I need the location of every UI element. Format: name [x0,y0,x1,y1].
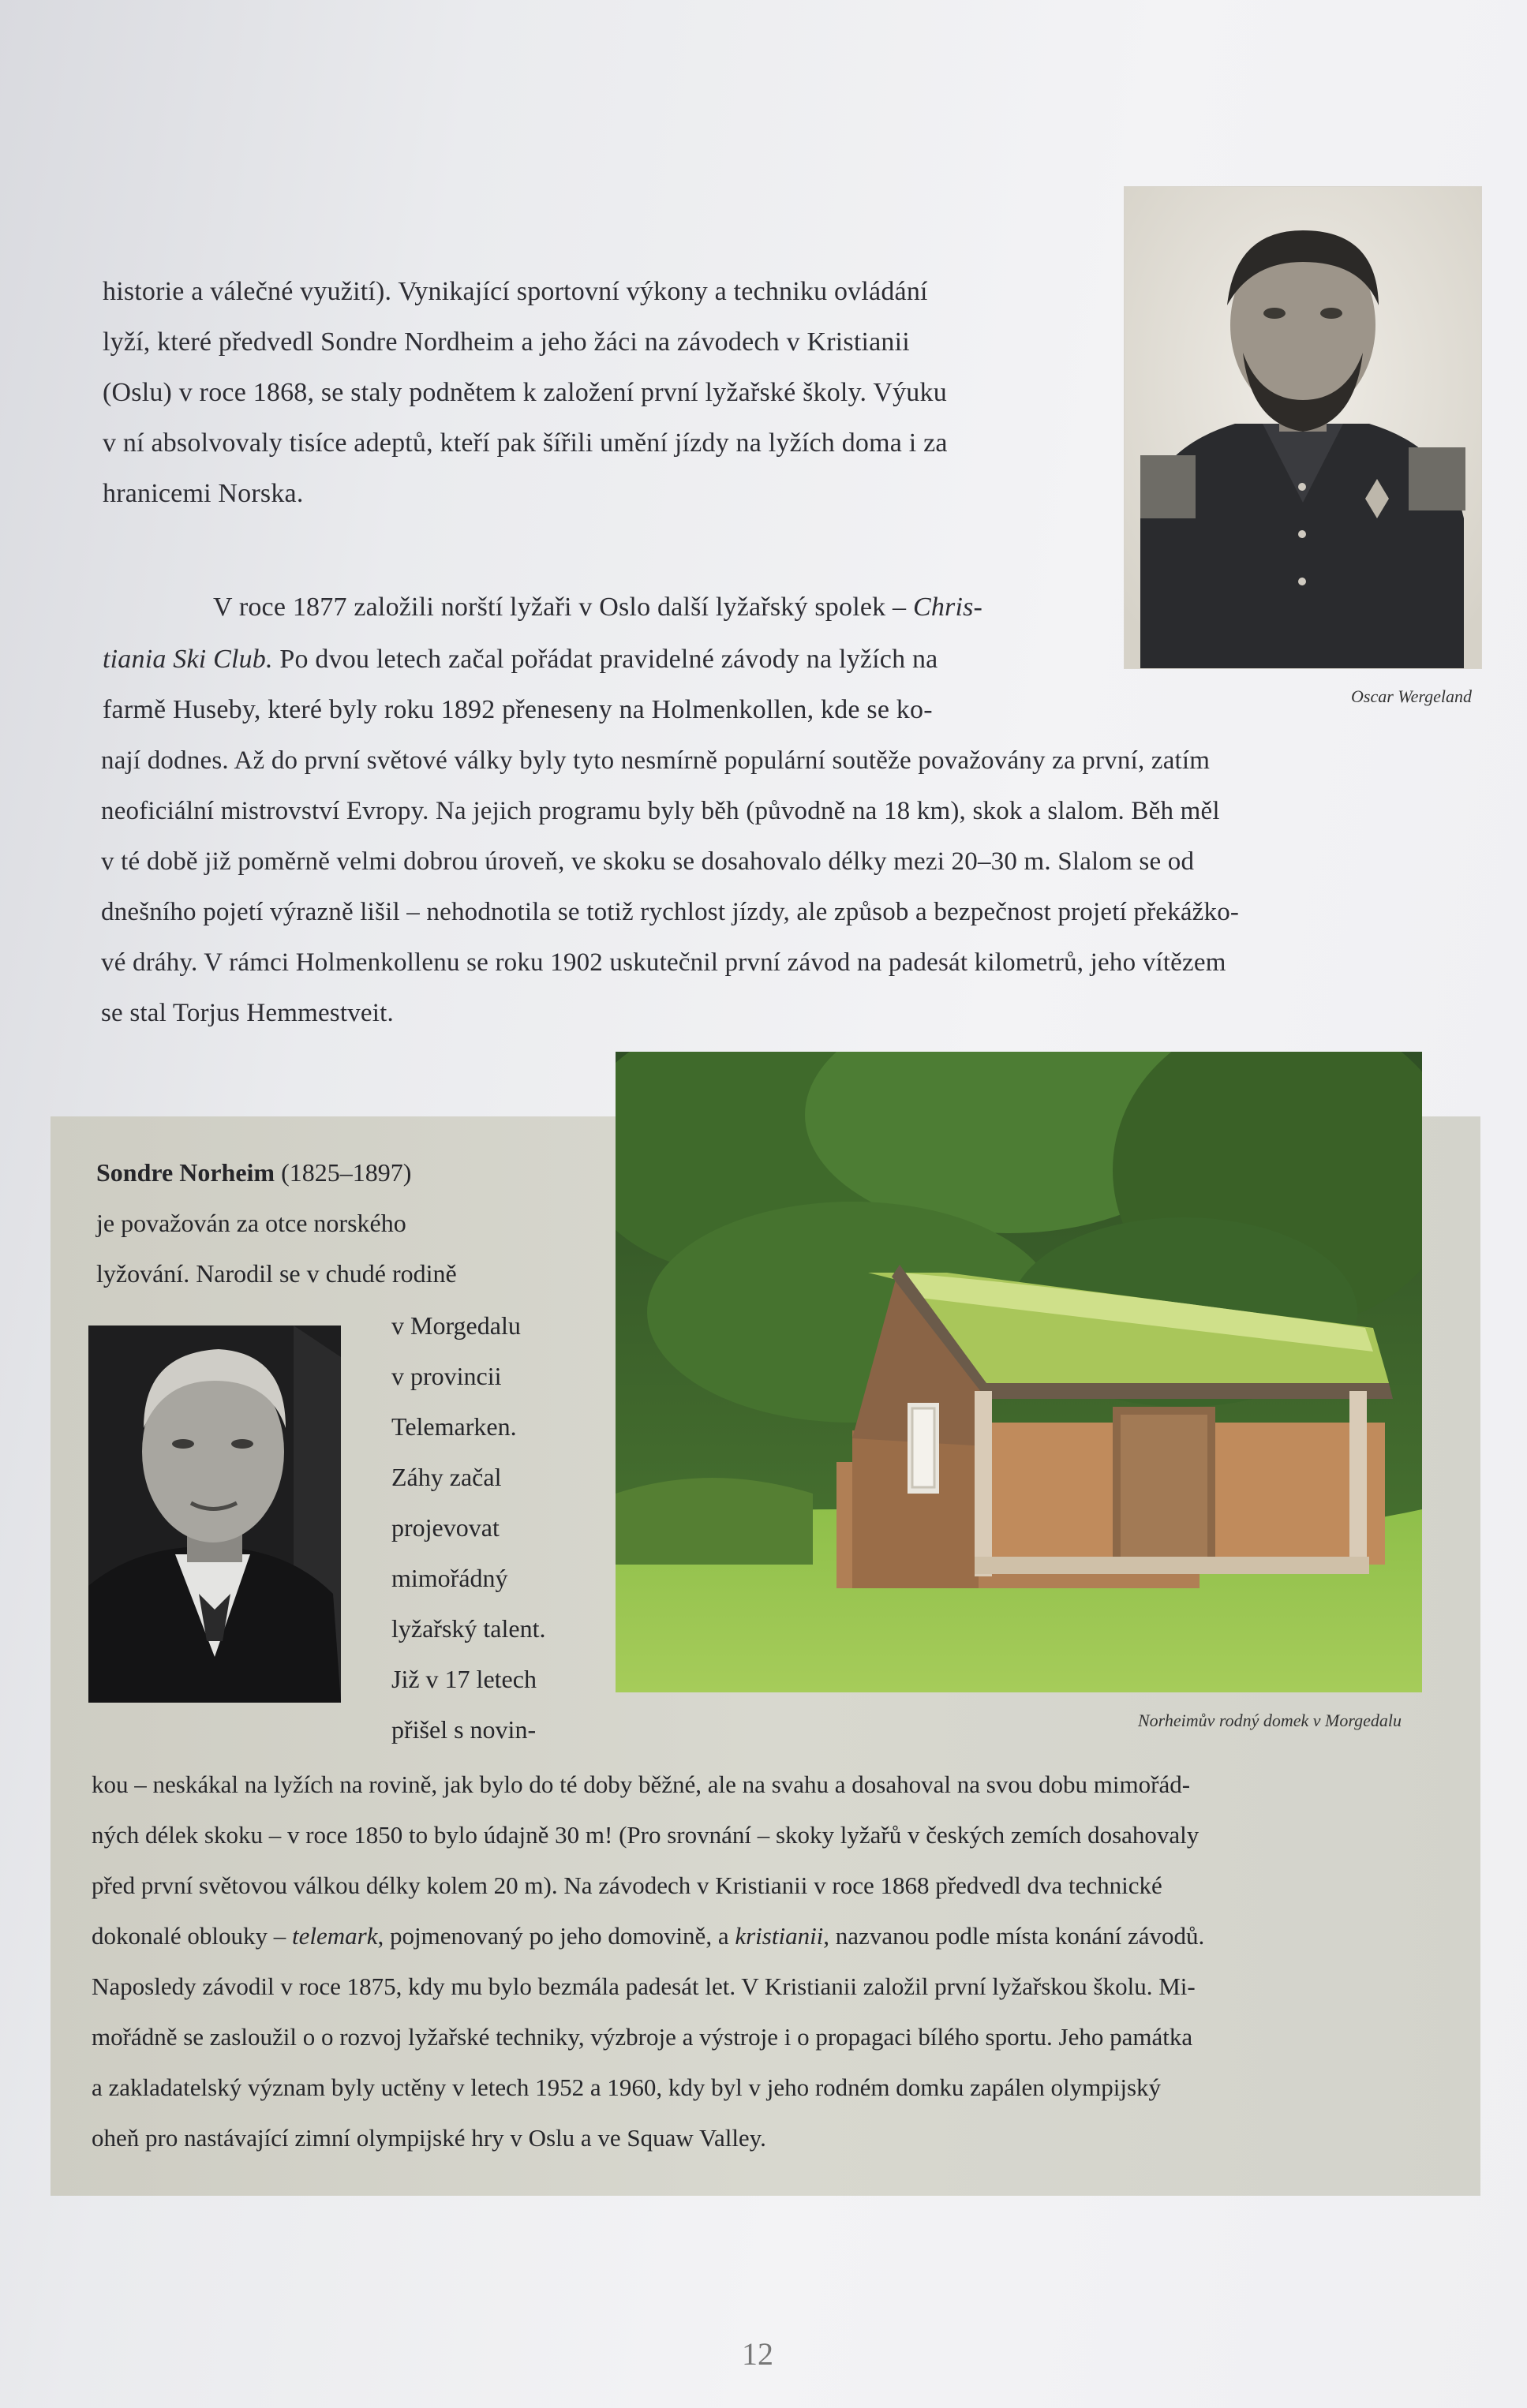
intro-paragraph [103,267,1097,519]
bio-line: lyžování. Narodil se v chudé rodině [96,1259,457,1288]
club-line: dnešního pojetí výrazně lišil – nehodnotila se totiž rychlost jízdy, ale způsob a bezpečnost projetí překážko- [101,898,1240,926]
bio-line: před první světovou válkou délky kolem 20 m). Na závodech v Kristianii v roce 1868 předvedl dva technické [92,1871,1162,1899]
club-line: farmě Huseby, které byly roku 1892 přeneseny na Holmenkollen, kde se ko- [103,695,933,724]
intro-line: v ní absolvovaly tisíce adeptů, kteří pak šířili umění jízdy na lyžích doma i za [103,428,948,458]
bio-line: dokonalé oblouky – telemark, pojmenovaný po jeho domovině, a kristianii, nazvanou podle místa konání závodů. [92,1922,1205,1950]
club-line: se stal Torjus Hemmestveit. [101,999,394,1027]
club-line: nají dodnes. Až do první světové války byly tyto nesmírně populární soutěže považovány za první, zatím [101,746,1211,775]
bio-line: v Morgedalu [391,1311,521,1340]
bio-line: oheň pro nastávající zimní olympijské hry v Oslu a ve Squaw Valley. [92,2124,766,2152]
bio-line: Záhy začal [391,1463,502,1491]
bio-line: přišel s novin- [391,1715,537,1744]
bio-line: lyžařský talent. [391,1614,546,1643]
norheim-bio-narrow [391,1300,612,1755]
bio-line: Naposledy závodil v roce 1875, kdy mu bylo bezmála padesát let. V Kristianii založil první lyžařskou školu. Mi- [92,1972,1196,2000]
bio-line: mimořádný [391,1564,508,1592]
club-line: vé dráhy. V rámci Holmenkollenu se roku 1902 uskutečnil první závod na padesát kilometrů, jeho vítězem [101,948,1226,977]
club-paragraph [213,582,1097,633]
norheim-bio-top [96,1147,609,1299]
wergeland-caption: Oscar Wergeland [1351,686,1472,706]
bio-line: mořádně se zasloužil o o rozvoj lyžařské techniky, výzbroje a výstroje i o propagaci bílého sportu. Jeho památka [92,2023,1193,2051]
intro-line: (Oslu) v roce 1868, se staly podnětem k založení první lyžařské školy. Výuku [103,378,947,407]
hut-caption: Norheimův rodný domek v Morgedalu [1138,1711,1402,1730]
club-paragraph-cont [103,634,1097,735]
intro-line: historie a válečné využití). Vynikající sportovní výkony a techniku ovládání [103,277,928,306]
bio-line: kou – neskákal na lyžích na rovině, jak bylo do té doby běžné, ale na svahu a dosahoval na svou dobu mimořád- [92,1770,1191,1798]
bio-line: v provincii [391,1362,502,1390]
club-line: v té době již poměrně velmi dobrou úroveň, ve skoku se dosahovalo délky mezi 20–30 m. Slalom se od [101,847,1195,876]
norheim-birth-house-photo [616,1052,1422,1692]
club-line: neoficiální mistrovství Evropy. Na jejich programu byly běh (původně na 18 km), skok a slalom. Běh měl [101,797,1220,825]
bio-heading: Sondre Norheim (1825–1897) [96,1158,412,1187]
club-paragraph-wide [101,735,1458,1038]
sondre-norheim-portrait [88,1326,341,1703]
bio-line: Již v 17 letech [391,1665,537,1693]
bio-line: a zakladatelský význam byly uctěny v letech 1952 a 1960, kdy byl v jeho rodném domku zapálen olympijský [92,2073,1162,2101]
intro-line: lyží, které předvedl Sondre Nordheim a jeho žáci na závodech v Kristianii [103,327,910,357]
bio-line: je považován za otce norského [96,1209,406,1237]
page-number: 12 [742,2336,773,2372]
intro-line: hranicemi Norska. [103,479,304,508]
club-line: V roce 1877 založili norští lyžaři v Oslo další lyžařský spolek – Chris- [213,593,983,622]
bio-line: Telemarken. [391,1412,517,1441]
norheim-bio-wide [92,1759,1465,2163]
bio-line: projevovat [391,1513,500,1542]
bio-line: ných délek skoku – v roce 1850 to bylo údajně 30 m! (Pro srovnání – skoky lyžařů v českých zemích dosahovaly [92,1821,1200,1849]
oscar-wergeland-portrait [1124,186,1482,669]
club-line: tiania Ski Club. Po dvou letech začal pořádat pravidelné závody na lyžích na [103,645,938,674]
